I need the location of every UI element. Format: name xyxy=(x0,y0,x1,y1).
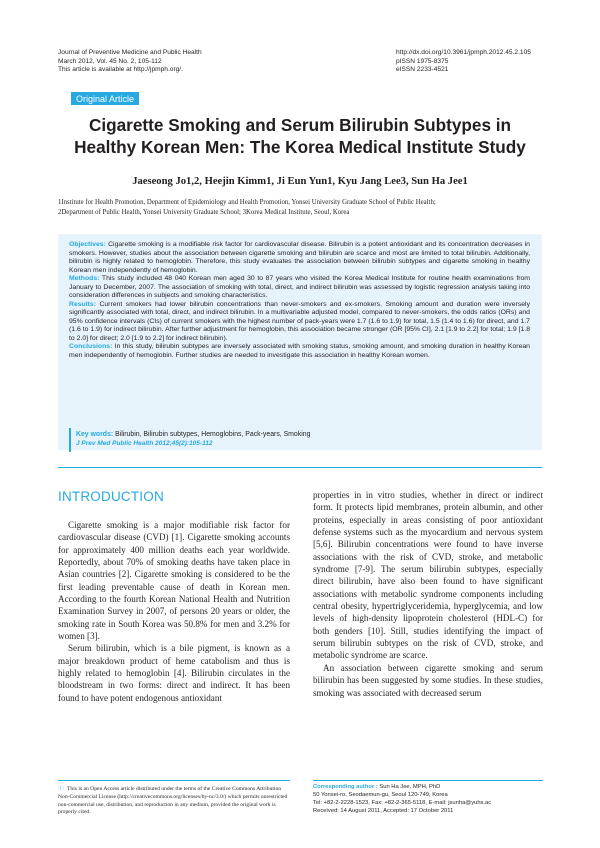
keywords-label: Key words: xyxy=(76,431,114,438)
section-heading-introduction: INTRODUCTION xyxy=(58,489,164,504)
article-title xyxy=(40,114,560,158)
correspondence-contact[interactable]: Tel: +82-2-2228-1523, Fax: +82-2-365-5118, E-mail: jsunha@yuhs.ac xyxy=(313,799,492,806)
title-line-1: Cigarette Smoking and Serum Bilirubin Subtypes in xyxy=(88,115,512,135)
eissn: eISSN 2233-4521 xyxy=(396,66,449,74)
abstract-objectives xyxy=(69,241,530,275)
conclusions-label: Conclusions: xyxy=(69,343,113,350)
doi-link[interactable]: http://dx.doi.org/10.3961/jpmph.2012.45.2.105 xyxy=(396,49,531,56)
journal-header-right xyxy=(396,49,531,75)
methods-label: Methods: xyxy=(69,275,100,282)
abstract-results xyxy=(69,301,530,344)
affiliation-line-2: 2Department of Public Health, Yonsei University Graduate School; 3Korea Medical Institute, Seoul, Korea xyxy=(58,209,350,216)
body-column-left xyxy=(58,519,290,704)
journal-issue: March 2012, Vol. 45 No. 2, 105-112 xyxy=(58,57,162,65)
body-paragraph: Serum bilirubin, which is a bile pigment, is known as a major breakdown product of heme catabolism and thus is highly related to hemoglobin [4]. Bilirubin circulates in the bloodstream in two forms: direct and indirect. It has been found to have potent endogenous antioxidant xyxy=(58,643,290,703)
author-list: Jaeseong Jo1,2, Heejin Kimm1, Ji Eun Yun1, Kyu Jang Lee3, Sun Ha Jee1 xyxy=(132,176,468,187)
abstract xyxy=(69,241,530,360)
pissn: pISSN 1975-8375 xyxy=(396,57,449,65)
correspondence-address: 50 Yonsei-ro, Seodaemun-gu, Seoul 120-749, Korea xyxy=(313,791,448,798)
correspondence-divider xyxy=(313,780,543,781)
results-text: Current smokers had lower bilirubin concentrations than never-smokers and ex-smokers. Smoking amount and duration were inversely significantly associated with total, direct, and indirect bilirubin. In a multivariable adjusted model, compared to never-smokers, the odds ratios (ORs) and 95% confidence intervals (CIs) of current smokers with the highest number of pack-years were 1.7 (1.6 to 1.9) for total, 1.5 (1.4 to 1.6) for direct, and 1.7 (1.6 to 1.9) for indirect bilirubin. After further adjustment for hemoglobin, this association became stronger (OR [95% CI], 2.1 [1.9 to 2.2] for total; 1.9 [1.8 to 2.0] for direct; 2.0 [1.9 to 2.2] for indirect bilirubin). xyxy=(69,300,530,342)
journal-availability: This article is available at http://jpmph.org/. xyxy=(58,66,183,74)
abstract-methods xyxy=(69,275,530,301)
affiliations xyxy=(58,198,548,218)
conclusions-text: In this study, bilirubin subtypes are inversely associated with smoking status, smoking amount, and smoking duration in healthy Korean men independently of hemoglobin. Further studies are needed to investigate this association in healthy Korean women. xyxy=(69,343,530,359)
abstract-conclusions xyxy=(69,343,530,360)
corresponding-label: Corresponding author : xyxy=(313,784,378,790)
license-footnote xyxy=(58,786,290,817)
correspondence xyxy=(313,784,543,816)
body-paragraph: An association between cigarette smoking and serum bilirubin has been suggested by some studies. In these studies, smoking was associated with decreased serum xyxy=(313,662,543,698)
title-line-2: Healthy Korean Men: The Korea Medical Institute Study xyxy=(74,137,526,157)
journal-header-left xyxy=(58,49,202,75)
journal-name: Journal of Preventive Medicine and Public Health xyxy=(58,49,202,56)
license-text: This is an Open Access article distributed under the terms of the Creative Commons Attribution Non-Commercial License (http://creativecommons.org/licenses/by-nc/3.0/) which permits unrestricted non-commercial use, distribution, and reproduction in any medium, provided the original work is properly cited. xyxy=(58,786,288,816)
abstract-divider xyxy=(58,467,542,468)
correspondence-dates: Received: 14 August 2011, Accepted: 17 October 2011 xyxy=(313,807,454,814)
keywords-text: Bilirubin, Bilirubin subtypes, Hemoglobins, Pack-years, Smoking xyxy=(115,431,311,438)
keywords xyxy=(76,430,516,439)
creative-commons-icon: ⓒ xyxy=(58,786,65,792)
corresponding-name: Sun Ha Jee, MPH, PhD xyxy=(379,784,441,790)
citation: J Prev Med Public Health 2012;45(2):105-112 xyxy=(76,440,213,447)
correspondence-author xyxy=(313,784,543,792)
body-paragraph: Cigarette smoking is a major modifiable risk factor for cardiovascular disease (CVD) [1]. Cigarette smoking accounts for approximately 400 million deaths each year worldwide. Reportedly, about 70% of smoking deaths have taken place in Asian countries [2]. Cigarette smoking is considered to be the first leading preventable cause of death in Korean men. According to the fourth Korean National Health and Nutrition Examination Survey in 2007, of persons 20 years or older, the smoking rate in South Korea was 50.8% for men and 3.2% for women [3]. xyxy=(58,520,290,642)
results-label: Results: xyxy=(69,300,97,308)
body-column-right xyxy=(313,489,543,699)
methods-text: This study included 48 040 Korean men aged 30 to 87 years who visited the Korea Medical Institute for routine health examinations from January to December, 2007. The association of smoking with total, direct, and indirect bilirubin was assessed by logistic regression analysis taking into consideration differences in subjects and smoking characteristics. xyxy=(69,275,531,299)
body-paragraph: properties in in vitro studies, whether in direct or indirect form. It protects lipid membranes, protein albumin, and other proteins, especially in areas consisting of poor antioxidant defense systems such as the myocardium and nervous system [5,6]. Bilirubin concentrations were found to have inverse associations with the risk of CVD, stroke, and metabolic syndrome [7-9]. The serum bilirubin subtypes, especially direct bilirubin, have also been found to have significant associations with metabolic syndrome components including central obesity, hypertriglyceridemia, hyperglycemia, and low levels of high-density lipoprotein cholesterol (HDL-C) for both genders [10]. Still, studies identifying the impact of serum bilirubin subtypes on the risk of CVD, stroke, and metabolic syndrome are scarce. xyxy=(313,490,543,661)
footnote-divider xyxy=(58,780,290,781)
objectives-label: Objectives: xyxy=(69,241,106,248)
objectives-text: Cigarette smoking is a modifiable risk factor for cardiovascular disease. Bilirubin is a potent antioxidant and its concentration decreases in smokers. However, studies about the association between cigarette smoking and bilirubin are scarce and most are limited to total bilirubin. Additionally, bilirubin is highly related to hemoglobin. Therefore, this study evaluates the association between bilirubin subtypes and cigarette smoking in healthy Korean men independently of hemoglobin. xyxy=(69,241,530,274)
article-type-badge: Original Article xyxy=(71,92,139,105)
affiliation-line-1: 1Institute for Health Promotion, Department of Epidemiology and Health Promotion, Yonsei University Graduate School of Public Health; xyxy=(58,199,436,206)
